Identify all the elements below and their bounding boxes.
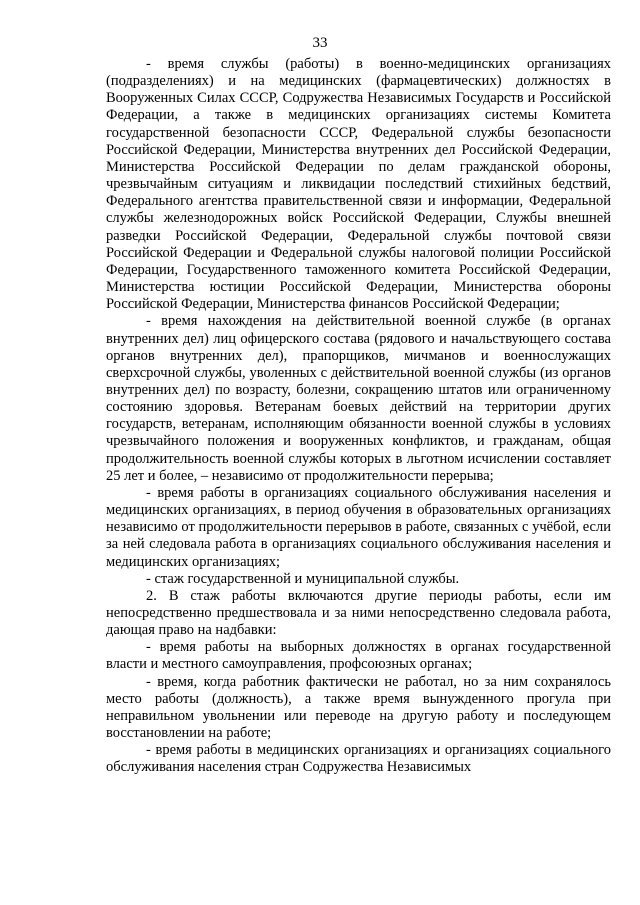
- document-body: [106, 56, 611, 777]
- page-number: 33: [312, 35, 328, 51]
- paragraph-elected-positions: - время работы на выборных должностях в органах государственной власти и местного самоуправления, профсоюзных органах;: [106, 639, 611, 673]
- paragraph-other-periods: 2. В стаж работы включаются другие периоды работы, если им непосредственно предшествовала и за ними непосредственно следовала работа, дающая право на надбавки:: [106, 587, 611, 639]
- paragraph-social-service-work: - время работы в организациях социального обслуживания населения и медицинских организациях, в период обучения в образовательных организациях независимо от продолжительности перерывов в работе, связанных с учёбой, если за ней следовала работа в организациях социального обслуживания населения и медицинских организациях;: [106, 484, 611, 570]
- paragraph-retained-position: - время, когда работник фактически не работал, но за ним сохранялось место работы (должность), а также время вынужденного прогула при неправильном увольнении или переводе на другую работу и последующем восстановлении на работе;: [106, 673, 611, 742]
- paragraph-active-military-service: - время нахождения на действительной военной службе (в органах внутренних дел) лиц офицерского состава (рядового и начальствующего состава органов внутренних дел), прапорщиков, мичманов и военнослужащих сверхсрочной службы, уволенных с действительной военной службы (из органов внутренних дел) по возрасту, болезни, сокращению штатов или ограниченному состоянию здоровья. Ветеранам боевых действий на территории других государств, ветеранам, исполняющим обязанности военной службы в условиях чрезвычайного положения и вооруженных конфликтов, и гражданам, общая продолжительность военной службы которых в льготном исчислении составляет 25 лет и более, – независимо от продолжительности перерыва;: [106, 313, 611, 484]
- paragraph-state-municipal-service: - стаж государственной и муниципальной службы.: [146, 570, 460, 587]
- paragraph-military-medical-service: - время службы (работы) в военно-медицинских организациях (подразделениях) и на медицинских (фармацевтических) должностях в Вооруженных Силах СССР, Содружества Независимых Государств и Российской Федерации, а также в медицинских организациях системы Комитета государственной безопасности СССР, Федеральной службы безопасности Российской Федерации, Министерства внутренних дел Российской Федерации, Министерства Российской Федерации по делам гражданской обороны, чрезвычайным ситуациям и ликвидации последствий стихийных бедствий, Федерального агентства правительственной связи и информации, Федеральной службы железнодорожных войск Российской Федерации, Службы внешней разведки Российской Федерации, Федеральной службы почтовой связи Российской Федерации и Федеральной службы налоговой полиции Российской Федерации, Государственного таможенного комитета Российской Федерации, Министерства юстиции Российской Федерации, Министерства обороны Российской Федерации, Министерства финансов Российской Федерации;: [106, 56, 611, 313]
- paragraph-cis-organizations: - время работы в медицинских организациях и организациях социального обслуживания населения стран Содружества Независимых: [106, 742, 611, 776]
